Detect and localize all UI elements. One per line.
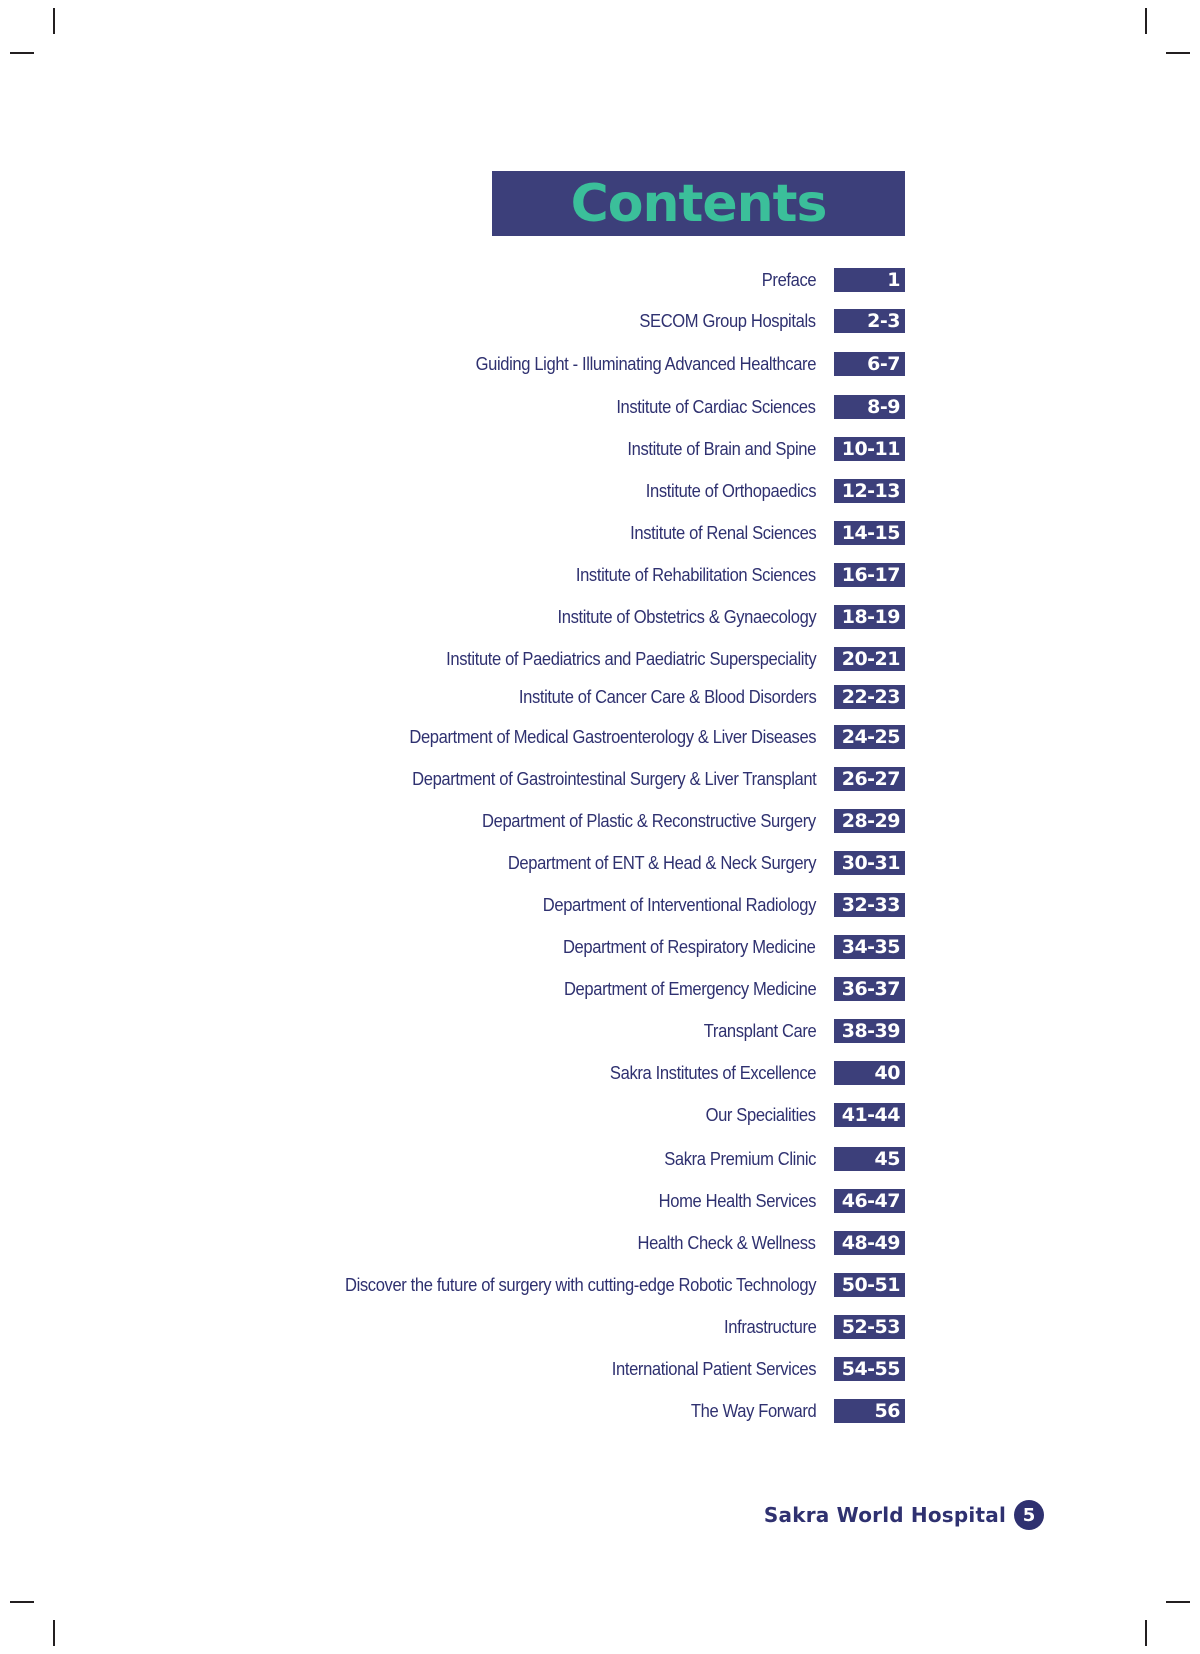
toc-entry[interactable] [377, 767, 905, 791]
crop-mark [53, 1620, 55, 1646]
toc-entry[interactable] [696, 1103, 905, 1127]
toc-entry-label: Home Health Services [658, 1190, 816, 1211]
toc-entry[interactable] [374, 725, 905, 749]
toc-entry[interactable] [594, 1357, 905, 1381]
toc-entry[interactable] [555, 563, 905, 587]
toc-entry[interactable] [481, 851, 905, 875]
toc-entry-pages: 36-37 [834, 977, 905, 1001]
toc-entry-label: Sakra Premium Clinic [664, 1148, 816, 1169]
toc-entry-pages: 40 [834, 1061, 905, 1085]
toc-entry-pages: 6-7 [834, 352, 905, 376]
toc-entry-label: Institute of Renal Sciences [629, 522, 816, 543]
toc-entry-pages: 14-15 [834, 521, 905, 545]
toc-entry[interactable] [611, 437, 905, 461]
toc-entry-label: Institute of Orthopaedics [645, 480, 816, 501]
toc-entry-label: Department of Emergency Medicine [563, 978, 816, 999]
toc-entry-pages: 24-25 [834, 725, 905, 749]
page-title: Contents [570, 173, 827, 234]
toc-entry-label: Institute of Cardiac Sciences [616, 396, 816, 417]
footer [764, 1500, 1044, 1530]
toc-entry[interactable] [624, 309, 905, 333]
crop-mark [10, 1601, 34, 1603]
crop-mark [1166, 52, 1190, 54]
toc-entry-pages: 12-13 [834, 479, 905, 503]
toc-entry-label: Department of Respiratory Medicine [563, 936, 816, 957]
toc-entry-pages: 2-3 [834, 309, 905, 333]
toc-entry-pages: 26-27 [834, 767, 905, 791]
toc-entry-label: Department of Plastic & Reconstructive Surgery [482, 810, 816, 831]
toc-entry-label: Our Specialities [705, 1104, 816, 1125]
toc-entry-label: Institute of Brain and Spine [627, 438, 816, 459]
toc-entry[interactable] [304, 1273, 905, 1297]
toc-entry-pages: 30-31 [834, 851, 905, 875]
toc-entry-pages: 50-51 [834, 1273, 905, 1297]
toc-entry-label: Sakra Institutes of Excellence [609, 1062, 816, 1083]
toc-entry[interactable] [757, 268, 905, 292]
crop-mark [10, 52, 34, 54]
toc-entry-label: The Way Forward [690, 1400, 816, 1421]
toc-entry[interactable] [694, 1019, 905, 1043]
toc-entry[interactable] [493, 685, 905, 709]
toc-entry[interactable] [519, 893, 905, 917]
toc-entry[interactable] [622, 1231, 905, 1255]
toc-entry-pages: 8-9 [834, 395, 905, 419]
hospital-name: Sakra World Hospital [763, 1503, 1006, 1527]
toc-entry-label: International Patient Services [611, 1358, 816, 1379]
toc-entry[interactable] [631, 479, 905, 503]
toc-entry-pages: 10-11 [834, 437, 905, 461]
toc-entry-pages: 56 [834, 1399, 905, 1423]
toc-entry-label: Discover the future of surgery with cutting-edge Robotic Technology [344, 1274, 816, 1295]
toc-entry-pages: 1 [834, 268, 905, 292]
toc-entry[interactable] [716, 1315, 905, 1339]
toc-entry-pages: 22-23 [834, 685, 905, 709]
toc-entry-pages: 48-49 [834, 1231, 905, 1255]
toc-entry-pages: 18-19 [834, 605, 905, 629]
toc-entry-pages: 32-33 [834, 893, 905, 917]
crop-mark [1166, 1601, 1190, 1603]
crop-mark [1145, 8, 1147, 34]
toc-entry[interactable] [645, 1189, 905, 1213]
toc-entry-label: Institute of Obstetrics & Gynaecology [557, 606, 816, 627]
toc-entry[interactable] [599, 395, 905, 419]
toc-entry-pages: 20-21 [834, 647, 905, 671]
toc-entry-label: Transplant Care [703, 1020, 816, 1041]
toc-entry[interactable] [651, 1147, 905, 1171]
toc-entry[interactable] [541, 935, 905, 959]
toc-entry-label: Department of Interventional Radiology [542, 894, 816, 915]
toc-entry-label: Preface [761, 269, 816, 290]
toc-entry-label: Institute of Cancer Care & Blood Disorders [518, 686, 816, 707]
toc-entry-label: Department of Gastrointestinal Surgery & Liver Transplant [411, 768, 816, 789]
toc-entry-pages: 28-29 [834, 809, 905, 833]
toc-entry-pages: 38-39 [834, 1019, 905, 1043]
toc-entry-pages: 54-55 [834, 1357, 905, 1381]
toc-entry-label: Infrastructure [723, 1316, 816, 1337]
toc-entry[interactable] [446, 352, 905, 376]
toc-entry-pages: 16-17 [834, 563, 905, 587]
toc-entry-label: Department of ENT & Head & Neck Surgery [507, 852, 816, 873]
toc-entry-pages: 52-53 [834, 1315, 905, 1339]
toc-entry[interactable] [592, 1061, 905, 1085]
toc-entry[interactable] [453, 809, 905, 833]
contents-title-banner [492, 171, 905, 236]
toc-entry[interactable] [542, 977, 905, 1001]
crop-mark [1145, 1620, 1147, 1646]
toc-entry-pages: 46-47 [834, 1189, 905, 1213]
crop-mark [53, 8, 55, 34]
toc-entry-label: Guiding Light - Illuminating Advanced Healthcare [475, 353, 816, 374]
toc-entry[interactable] [414, 647, 905, 671]
page-number-badge: 5 [1014, 1500, 1044, 1530]
toc-entry[interactable] [680, 1399, 905, 1423]
toc-entry-label: SECOM Group Hospitals [639, 310, 816, 331]
toc-entry-pages: 41-44 [834, 1103, 905, 1127]
toc-entry-label: Institute of Paediatrics and Paediatric Superspeciality [445, 648, 816, 669]
toc-entry[interactable] [614, 521, 905, 545]
toc-entry-label: Institute of Rehabilitation Sciences [576, 564, 816, 585]
toc-entry-label: Department of Medical Gastroenterology & Liver Diseases [409, 726, 816, 747]
toc-entry-pages: 34-35 [834, 935, 905, 959]
toc-entry-pages: 45 [834, 1147, 905, 1171]
toc-entry-label: Health Check & Wellness [637, 1232, 816, 1253]
toc-entry[interactable] [535, 605, 905, 629]
